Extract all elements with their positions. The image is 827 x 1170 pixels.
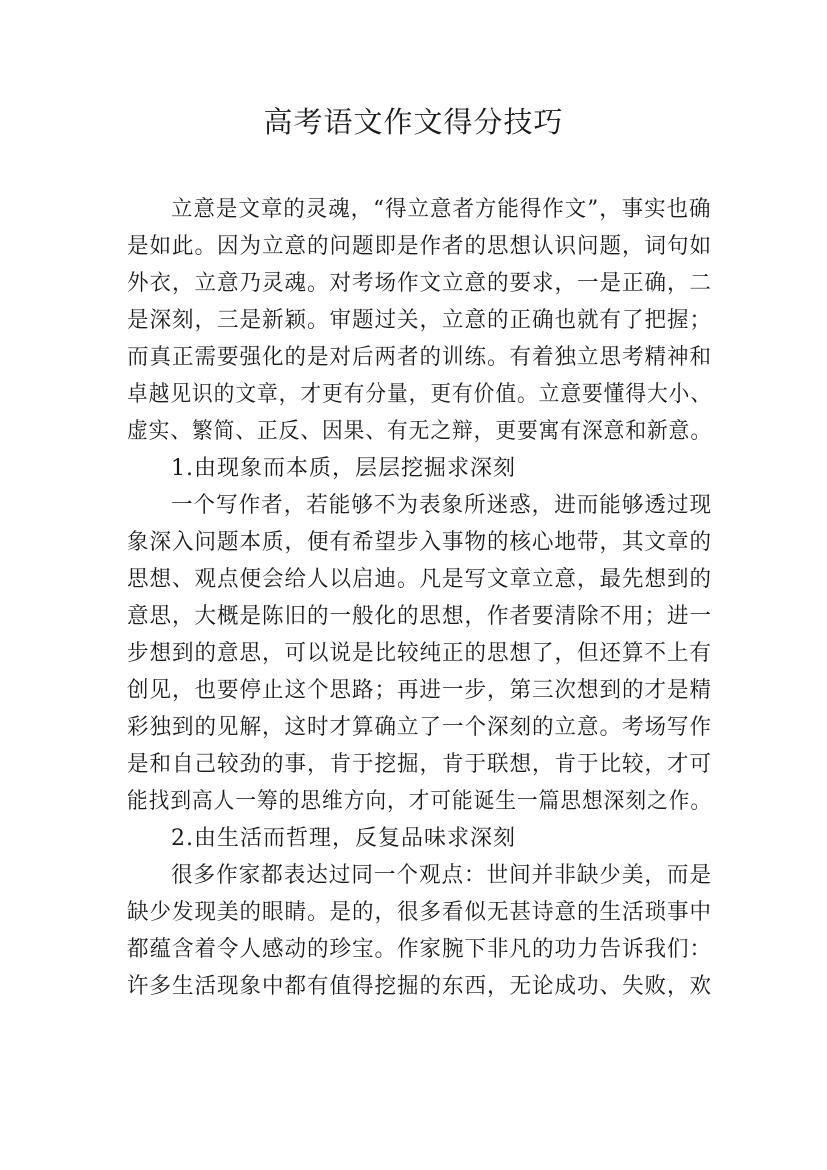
text-line: 象深入问题本质，便有希望步入事物的核心地带，其文章的 [127, 530, 713, 555]
text-line: 步想到的意思，可以说是比较纯正的思想了，但还算不上有 [127, 641, 713, 666]
text-line: 彩独到的见解，这时才算确立了一个深刻的立意。考场写作 [127, 715, 713, 740]
text-line: 都蕴含着令人感动的珍宝。作家腕下非凡的功力告诉我们： [127, 937, 713, 962]
text-line: 卓越见识的文章，才更有分量，更有价值。立意要懂得大小、 [127, 382, 712, 407]
text-line: 缺少发现美的眼睛。是的，很多看似无甚诗意的生活琐事中 [127, 900, 713, 925]
text-line: 创见，也要停止这个思路；再进一步，第三次想到的才是精 [127, 678, 713, 703]
text-line: 思想、观点便会给人以启迪。凡是写文章立意，最先想到的 [127, 567, 713, 592]
text-line: 立意是文章的灵魂，“得立意者方能得作文”，事实也确 [171, 197, 712, 222]
text-line: 许多生活现象中都有值得挖掘的东西，无论成功、失败，欢 [127, 974, 713, 999]
page-title: 高考语文作文得分技巧 [263, 105, 564, 139]
text-line: 很多作家都表达过同一个观点：世间并非缺少美，而是 [171, 863, 713, 888]
text-line: 能找到高人一筹的思维方向，才可能诞生一篇思想深刻之作。 [127, 789, 712, 814]
text-line: 是和自己较劲的事，肯于挖掘，肯于联想，肯于比较，才可 [127, 752, 713, 777]
text-line: 意思，大概是陈旧的一般化的思想，作者要清除不用；进一 [127, 604, 713, 629]
text-line: 是如此。因为立意的问题即是作者的思想认识问题，词句如 [127, 234, 713, 259]
section-heading: 2.由生活而哲理，反复品味求深刻 [171, 826, 516, 851]
section-heading: 1.由现象而本质，层层挖掘求深刻 [171, 456, 516, 481]
text-line: 一个写作者，若能够不为表象所迷惑，进而能够透过现 [171, 493, 713, 518]
text-line: 是深刻，三是新颖。审题过关，立意的正确也就有了把握； [127, 308, 713, 333]
text-line: 而真正需要强化的是对后两者的训练。有着独立思考精神和 [127, 345, 713, 370]
text-line: 虚实、繁简、正反、因果、有无之辩，更要寓有深意和新意。 [127, 419, 712, 444]
text-line: 外衣，立意乃灵魂。对考场作文立意的要求，一是正确，二 [127, 271, 713, 296]
